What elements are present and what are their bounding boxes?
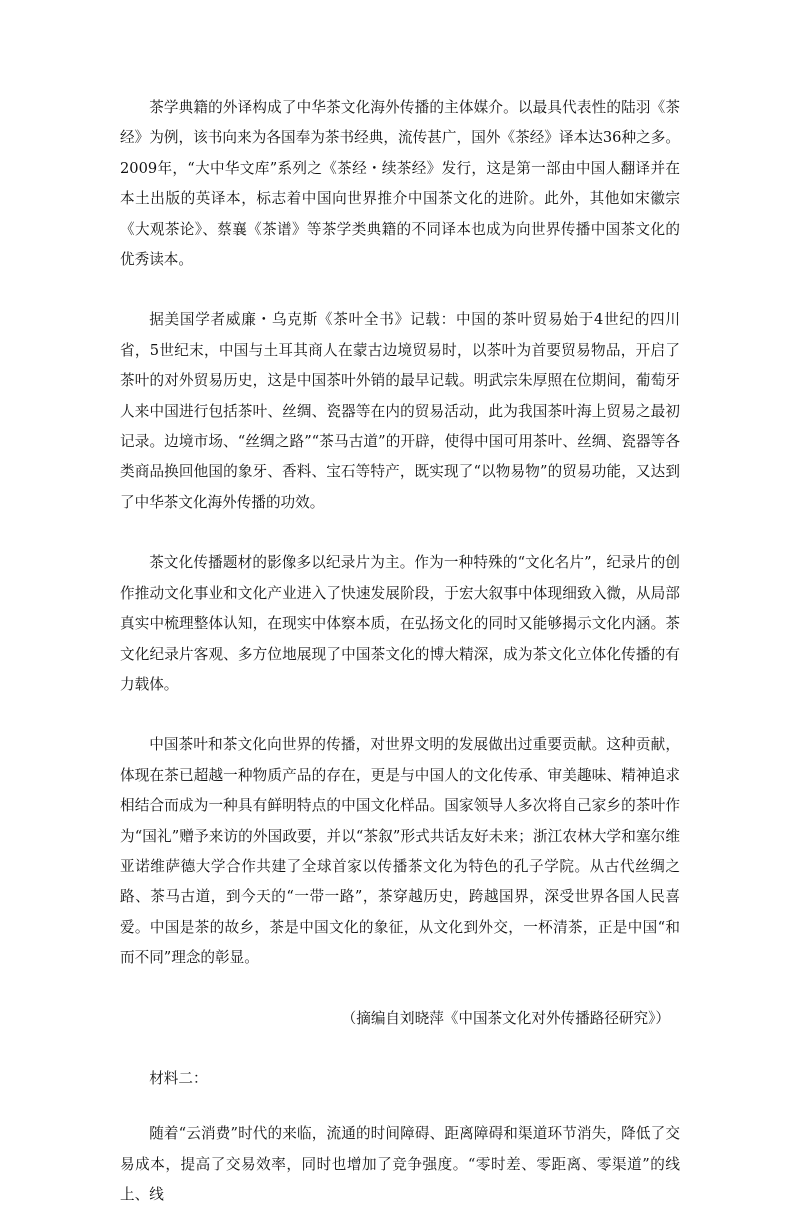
paragraph-tea-world-contribution: 中国茶叶和茶文化向世界的传播，对世界文明的发展做出过重要贡献。这种贡献，体现在茶已超越一种物质产品的存在，更是与中国人的文化传承、审美趣味、精神追求相结合而成为一种具有鲜明特点的中国文化样品。国家领导人多次将自己家乡的茶叶作为“国礼”赠予来访的外国政要，并以“茶叙”形式共话友好未来；浙江农林大学和塞尔维亚诺维萨德大学合作共建了全球首家以传播茶文化为特色的孔子学院。从古代丝绸之路、茶马古道，到今天的“一带一路”，茶穿越历史，跨越国界，深受世界各国人民喜爱。中国是茶的故乡，茶是中国文化的象征，从文化到外交，一杯清茶，正是中国“和而不同”理念的彰显。 (120, 736, 680, 967)
paragraph-tea-documentaries: 茶文化传播题材的影像多以纪录片为主。作为一种特殊的“文化名片”，纪录片的创作推动文化事业和文化产业进入了快速发展阶段，于宏大叙事中体现细致入微，从局部真实中梳理整体认知，在现实中体察本质，在弘扬文化的同时又能够揭示文化内涵。茶文化纪录片客观、多方位地展现了中国茶文化的博大精深，成为茶文化立体化传播的有力载体。 (120, 554, 680, 693)
document-page (120, 93, 680, 1211)
paragraph-tea-classics-translation: 茶学典籍的外译构成了中华茶文化海外传播的主体媒介。以最具代表性的陆羽《茶经》为例，该书向来为各国奉为茶书经典，流传甚广，国外《茶经》译本达36种之多。2009年，“大中华文库”系列之《茶经・续茶经》发行，这是第一部由中国人翻译并在本土出版的英译本，标志着中国向世界推介中国茶文化的进阶。此外，其他如宋徽宗《大观茶论》、蔡襄《茶谱》等茶学类典籍的不同译本也成为向世界传播中国茶文化的优秀读本。 (120, 99, 680, 269)
paragraph-cloud-consumption: 随着“云消费”时代的来临，流通的时间障碍、距离障碍和渠道环节消失，降低了交易成本，提高了交易效率，同时也增加了竞争强度。“零时差、零距离、零渠道”的线上、线 (120, 1125, 680, 1204)
paragraph-tea-trade-history: 据美国学者威廉・乌克斯《茶叶全书》记载：中国的茶叶贸易始于4世纪的四川省，5世纪末，中国与土耳其商人在蒙古边境贸易时，以茶叶为首要贸易物品，开启了茶叶的对外贸易历史，这是中国茶叶外销的最早记载。明武宗朱厚照在位期间，葡萄牙人来中国进行包括茶叶、丝绸、瓷器等在内的贸易活动，此为我国茶叶海上贸易之最初记录。边境市场、“丝绸之路”“茶马古道”的开辟，使得中国可用茶叶、丝绸、瓷器等各类商品换回他国的象牙、香料、宝石等特产，既实现了“以物易物”的贸易功能，又达到了中华茶文化海外传播的功效。 (120, 311, 680, 511)
source-citation: （摘编自刘晓萍《中国茶文化对外传播路径研究》） (341, 1009, 670, 1027)
material-two-heading: 材料二： (149, 1069, 208, 1087)
